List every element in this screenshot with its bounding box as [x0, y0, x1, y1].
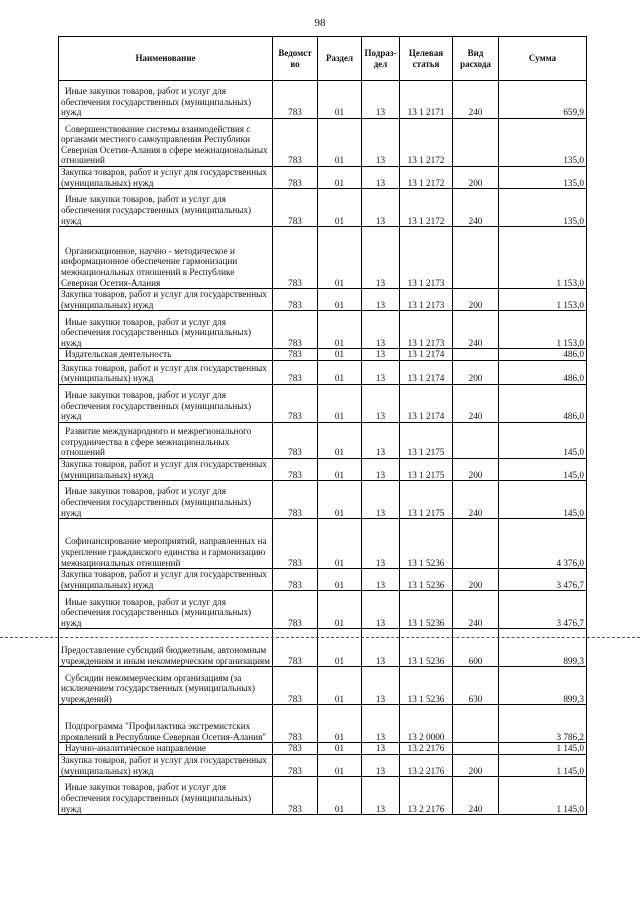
row-vedomstvo: 783	[273, 777, 318, 815]
row-razdel: 01	[318, 167, 362, 189]
row-vid: 600	[453, 629, 499, 667]
row-vedomstvo: 783	[273, 754, 318, 776]
table-row	[59, 481, 587, 519]
row-name: Закупка товаров, работ и услуг для государственных (муниципальных) нужд	[59, 569, 273, 591]
row-celevaya: 13 1 5236	[400, 629, 453, 667]
row-vid: 240	[453, 777, 499, 815]
table-row	[59, 743, 587, 755]
table-row	[59, 754, 587, 776]
row-podrazdel: 13	[362, 384, 400, 422]
row-vedomstvo: 783	[273, 743, 318, 755]
table-row	[59, 119, 587, 167]
row-name: Иные закупки товаров, работ и услуг для обеспечения государственных (муниципальных) нужд	[59, 777, 273, 815]
row-vid: 240	[453, 384, 499, 422]
row-celevaya: 13 1 2175	[400, 422, 453, 458]
row-summa: 135,0	[499, 167, 587, 189]
row-vid	[453, 705, 499, 743]
row-podrazdel: 13	[362, 422, 400, 458]
row-summa: 3 476,7	[499, 569, 587, 591]
row-podrazdel: 13	[362, 360, 400, 384]
row-summa: 899,3	[499, 667, 587, 705]
row-vedomstvo: 783	[273, 167, 318, 189]
row-podrazdel: 13	[362, 743, 400, 755]
row-name: Предоставление субсидий бюджетным, автономным учреждениям и иным некоммерческим организациям	[59, 629, 273, 667]
row-podrazdel: 13	[362, 349, 400, 361]
row-razdel: 01	[318, 777, 362, 815]
row-name: Иные закупки товаров, работ и услуг для обеспечения государственных (муниципальных) нужд	[59, 591, 273, 629]
row-name: Развитие международного и межрегионального сотрудничества в сфере межнациональных отношений	[59, 422, 273, 458]
row-vid: 200	[453, 754, 499, 776]
row-vedomstvo: 783	[273, 519, 318, 569]
table-row	[59, 422, 587, 458]
budget-table	[58, 36, 587, 815]
row-vid: 200	[453, 167, 499, 189]
row-vid: 200	[453, 458, 499, 480]
row-vedomstvo: 783	[273, 384, 318, 422]
row-podrazdel: 13	[362, 81, 400, 119]
header-name: Наименование	[59, 37, 273, 81]
row-podrazdel: 13	[362, 189, 400, 227]
row-razdel: 01	[318, 458, 362, 480]
row-name: Организационное, научно - методическое и информационное обеспечение гармонизации межнациональных отношений в Республике Северная Осетия-Алания	[59, 227, 273, 289]
row-summa: 135,0	[499, 189, 587, 227]
table-row	[59, 569, 587, 591]
row-vid	[453, 119, 499, 167]
row-razdel: 01	[318, 311, 362, 349]
row-summa: 486,0	[499, 360, 587, 384]
row-podrazdel: 13	[362, 311, 400, 349]
row-summa: 486,0	[499, 349, 587, 361]
row-summa: 1 153,0	[499, 289, 587, 311]
row-vedomstvo: 783	[273, 289, 318, 311]
row-name: Издательская деятельность	[59, 349, 273, 361]
table-row	[59, 167, 587, 189]
row-vid: 240	[453, 591, 499, 629]
row-name: Закупка товаров, работ и услуг для государственных (муниципальных) нужд	[59, 167, 273, 189]
row-vid: 240	[453, 189, 499, 227]
row-name: Софинансирование мероприятий, направленных на укрепление гражданского единства и гармонизацию межнациональных отношений	[59, 519, 273, 569]
table-row	[59, 360, 587, 384]
table-row	[59, 81, 587, 119]
row-summa: 1 153,0	[499, 311, 587, 349]
row-summa: 145,0	[499, 458, 587, 480]
row-name: Субсидии некоммерческим организациям (за исключением государственных (муниципальных) учреждений)	[59, 667, 273, 705]
row-celevaya: 13 1 2173	[400, 311, 453, 349]
row-razdel: 01	[318, 349, 362, 361]
row-vedomstvo: 783	[273, 569, 318, 591]
table-row	[59, 189, 587, 227]
row-razdel: 01	[318, 705, 362, 743]
row-podrazdel: 13	[362, 227, 400, 289]
header-podrazdel: Подраз- дел	[362, 37, 400, 81]
row-podrazdel: 13	[362, 705, 400, 743]
row-celevaya: 13 1 2173	[400, 227, 453, 289]
row-celevaya: 13 1 5236	[400, 569, 453, 591]
row-celevaya: 13 1 2171	[400, 81, 453, 119]
row-summa: 1 145,0	[499, 777, 587, 815]
row-celevaya: 13 1 2172	[400, 167, 453, 189]
row-celevaya: 13 2 2176	[400, 754, 453, 776]
row-podrazdel: 13	[362, 629, 400, 667]
row-name: Подпрограмма "Профилактика экстремистских проявлений в Республике Северная Осетия-Алания"	[59, 705, 273, 743]
row-razdel: 01	[318, 629, 362, 667]
header-razdel: Раздел	[318, 37, 362, 81]
row-celevaya: 13 1 2173	[400, 289, 453, 311]
row-summa: 3 476,7	[499, 591, 587, 629]
row-name: Иные закупки товаров, работ и услуг для обеспечения государственных (муниципальных) нужд	[59, 384, 273, 422]
row-summa: 899,3	[499, 629, 587, 667]
row-name: Закупка товаров, работ и услуг для государственных (муниципальных) нужд	[59, 458, 273, 480]
row-name: Совершенствование системы взаимодействия с органами местного самоуправления Республики Северная Осетия-Алания в сфере межнациональных отношений	[59, 119, 273, 167]
table-row	[59, 384, 587, 422]
row-razdel: 01	[318, 289, 362, 311]
row-vid	[453, 349, 499, 361]
row-celevaya: 13 1 5236	[400, 591, 453, 629]
row-podrazdel: 13	[362, 119, 400, 167]
row-podrazdel: 13	[362, 777, 400, 815]
row-summa: 659,9	[499, 81, 587, 119]
table-row	[59, 311, 587, 349]
row-name: Иные закупки товаров, работ и услуг для обеспечения государственных (муниципальных) нужд	[59, 481, 273, 519]
row-vid	[453, 422, 499, 458]
row-razdel: 01	[318, 591, 362, 629]
row-vedomstvo: 783	[273, 349, 318, 361]
table-header-row	[59, 37, 587, 81]
table-row	[59, 227, 587, 289]
row-summa: 135,0	[499, 119, 587, 167]
row-vedomstvo: 783	[273, 481, 318, 519]
row-summa: 3 786,2	[499, 705, 587, 743]
row-summa: 486,0	[499, 384, 587, 422]
page-number: 98	[314, 17, 326, 29]
row-razdel: 01	[318, 119, 362, 167]
row-celevaya: 13 1 2174	[400, 349, 453, 361]
row-vedomstvo: 783	[273, 81, 318, 119]
row-summa: 1 145,0	[499, 754, 587, 776]
row-name: Иные закупки товаров, работ и услуг для обеспечения государственных (муниципальных) нужд	[59, 311, 273, 349]
header-vid: Вид расхода	[453, 37, 499, 81]
row-vedomstvo: 783	[273, 422, 318, 458]
row-podrazdel: 13	[362, 458, 400, 480]
row-vid: 630	[453, 667, 499, 705]
row-vedomstvo: 783	[273, 591, 318, 629]
row-summa: 145,0	[499, 481, 587, 519]
row-vedomstvo: 783	[273, 311, 318, 349]
row-razdel: 01	[318, 384, 362, 422]
scan-cut-line	[0, 637, 640, 638]
row-name: Закупка товаров, работ и услуг для государственных (муниципальных) нужд	[59, 289, 273, 311]
table-row	[59, 591, 587, 629]
row-summa: 1 145,0	[499, 743, 587, 755]
row-razdel: 01	[318, 227, 362, 289]
row-vid: 200	[453, 569, 499, 591]
table-row	[59, 349, 587, 361]
row-celevaya: 13 1 5236	[400, 667, 453, 705]
row-podrazdel: 13	[362, 519, 400, 569]
row-vedomstvo: 783	[273, 705, 318, 743]
row-celevaya: 13 2 2176	[400, 777, 453, 815]
row-razdel: 01	[318, 422, 362, 458]
row-vedomstvo: 783	[273, 360, 318, 384]
header-celevaya: Целевая статья	[400, 37, 453, 81]
header-summa: Сумма	[499, 37, 587, 81]
row-podrazdel: 13	[362, 481, 400, 519]
table-row	[59, 777, 587, 815]
row-celevaya: 13 1 2172	[400, 189, 453, 227]
row-vid	[453, 743, 499, 755]
row-vedomstvo: 783	[273, 629, 318, 667]
row-celevaya: 13 1 2175	[400, 481, 453, 519]
row-razdel: 01	[318, 81, 362, 119]
table-row	[59, 629, 587, 667]
row-summa: 145,0	[499, 422, 587, 458]
row-celevaya: 13 1 5236	[400, 519, 453, 569]
row-name: Закупка товаров, работ и услуг для государственных (муниципальных) нужд	[59, 754, 273, 776]
row-razdel: 01	[318, 519, 362, 569]
row-vedomstvo: 783	[273, 189, 318, 227]
row-vid: 200	[453, 289, 499, 311]
row-vid: 240	[453, 311, 499, 349]
table-row	[59, 667, 587, 705]
row-podrazdel: 13	[362, 569, 400, 591]
row-vid: 240	[453, 81, 499, 119]
row-vedomstvo: 783	[273, 667, 318, 705]
row-razdel: 01	[318, 189, 362, 227]
row-summa: 4 376,0	[499, 519, 587, 569]
row-name: Научно-аналитическое направление	[59, 743, 273, 755]
row-name: Закупка товаров, работ и услуг для государственных (муниципальных) нужд	[59, 360, 273, 384]
row-celevaya: 13 2 2176	[400, 743, 453, 755]
row-razdel: 01	[318, 481, 362, 519]
table-row	[59, 458, 587, 480]
row-razdel: 01	[318, 754, 362, 776]
table-row	[59, 289, 587, 311]
row-name: Иные закупки товаров, работ и услуг для обеспечения государственных (муниципальных) нужд	[59, 81, 273, 119]
row-vedomstvo: 783	[273, 119, 318, 167]
row-vedomstvo: 783	[273, 227, 318, 289]
row-celevaya: 13 2 0000	[400, 705, 453, 743]
table-row	[59, 519, 587, 569]
row-celevaya: 13 1 2172	[400, 119, 453, 167]
row-celevaya: 13 1 2174	[400, 384, 453, 422]
row-podrazdel: 13	[362, 167, 400, 189]
row-celevaya: 13 1 2175	[400, 458, 453, 480]
header-vedomstvo: Ведомст во	[273, 37, 318, 81]
row-podrazdel: 13	[362, 591, 400, 629]
row-razdel: 01	[318, 743, 362, 755]
row-podrazdel: 13	[362, 289, 400, 311]
row-celevaya: 13 1 2174	[400, 360, 453, 384]
row-summa: 1 153,0	[499, 227, 587, 289]
row-vid: 240	[453, 481, 499, 519]
row-vid: 200	[453, 360, 499, 384]
row-vid	[453, 519, 499, 569]
row-vedomstvo: 783	[273, 458, 318, 480]
row-name: Иные закупки товаров, работ и услуг для обеспечения государственных (муниципальных) нужд	[59, 189, 273, 227]
table-row	[59, 705, 587, 743]
row-vid	[453, 227, 499, 289]
row-podrazdel: 13	[362, 667, 400, 705]
row-razdel: 01	[318, 360, 362, 384]
row-razdel: 01	[318, 667, 362, 705]
row-razdel: 01	[318, 569, 362, 591]
row-podrazdel: 13	[362, 754, 400, 776]
